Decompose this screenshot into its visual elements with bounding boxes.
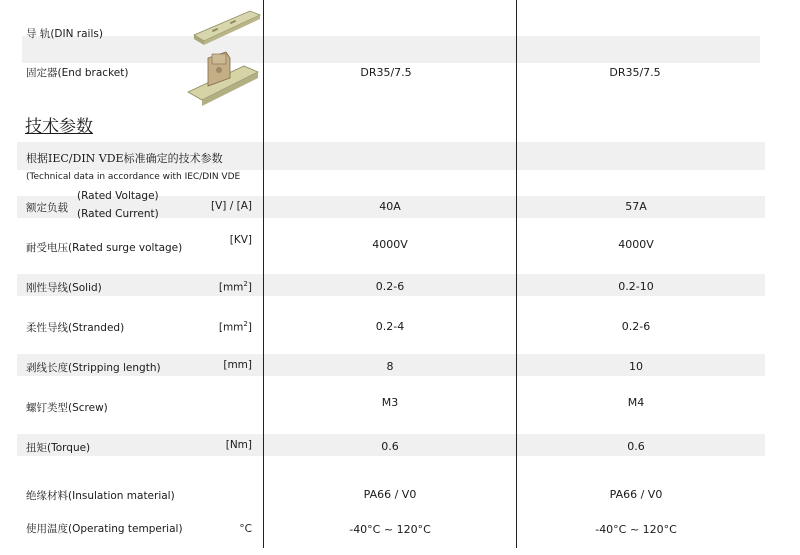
screw-value-col2: M4 [627, 396, 645, 409]
stranded-value-col1: 0.2-4 [375, 320, 405, 333]
operating-temperature-unit: °C [239, 523, 252, 535]
solid-label: 刚性导线(Solid) [26, 282, 102, 294]
rated-current-sublabel: (Rated Current) [77, 208, 159, 220]
stripping-length-label: 剥线长度(Stripping length) [26, 362, 161, 374]
solid-unit: $[mm^2]$ [218, 280, 252, 294]
column-divider-2 [516, 0, 517, 548]
insulation-material-value-col2: PA66 / V0 [609, 488, 663, 501]
surge-voltage-value-col2: 4000V [618, 238, 654, 251]
rated-load-unit: [V] / [A] [211, 200, 252, 212]
stranded-label: 柔性导线(Stranded) [26, 322, 125, 334]
insulation-material-label: 绝缘材料(Insulation material) [26, 490, 175, 502]
stripping-length-value-col2: 10 [629, 360, 643, 373]
stripping-length-unit: [mm] [223, 359, 252, 371]
section-subtitle-en: (Technical data in accordance with IEC/DIN VDE [26, 172, 241, 182]
solid-value-col1: 0.2-6 [375, 280, 405, 293]
rated-load-label: 额定负载 [26, 202, 68, 214]
stranded-value-col2: 0.2-6 [621, 320, 651, 333]
rated-load-value-col1: 40A [379, 200, 401, 213]
band-row-top [22, 36, 760, 63]
column-divider-1 [263, 0, 264, 548]
torque-label: 扭矩(Torque) [26, 442, 91, 454]
end-bracket-label: 固定器(End bracket) [26, 67, 129, 79]
end-bracket-image [186, 48, 262, 108]
bracket-value-col1: DR35/7.5 [360, 66, 412, 79]
surge-voltage-unit: [KV] [229, 234, 252, 246]
screw-value-col1: M3 [381, 396, 399, 409]
rated-voltage-sublabel: (Rated Voltage) [77, 190, 159, 202]
operating-temperature-value-col2: -40°C ~ 120°C [595, 523, 677, 536]
rated-load-value-col2: 57A [625, 200, 647, 213]
surge-voltage-value-col1: 4000V [372, 238, 408, 251]
din-rails-label: 导 轨(DIN rails) [26, 28, 103, 40]
screw-label: 螺钉类型(Screw) [26, 402, 108, 414]
torque-unit: [Nm] [225, 439, 252, 451]
operating-temperature-value-col1: -40°C ~ 120°C [349, 523, 431, 536]
stripping-length-value-col1: 8 [386, 360, 394, 373]
section-title: 技术参数 [25, 117, 93, 137]
section-subtitle-cn: 根据IEC/DIN VDE标准确定的技术参数 [26, 152, 223, 165]
torque-value-col2: 0.6 [627, 440, 645, 453]
bracket-value-col2: DR35/7.5 [609, 66, 661, 79]
insulation-material-value-col1: PA66 / V0 [363, 488, 417, 501]
surge-voltage-label: 耐受电压(Rated surge voltage) [26, 242, 183, 254]
solid-value-col2: 0.2-10 [618, 280, 654, 293]
torque-value-col1: 0.6 [381, 440, 399, 453]
operating-temperature-label: 使用温度(Operating temperial) [26, 523, 183, 535]
stranded-unit: $[mm^2]$ [218, 320, 252, 334]
din-rail-image [190, 5, 262, 47]
